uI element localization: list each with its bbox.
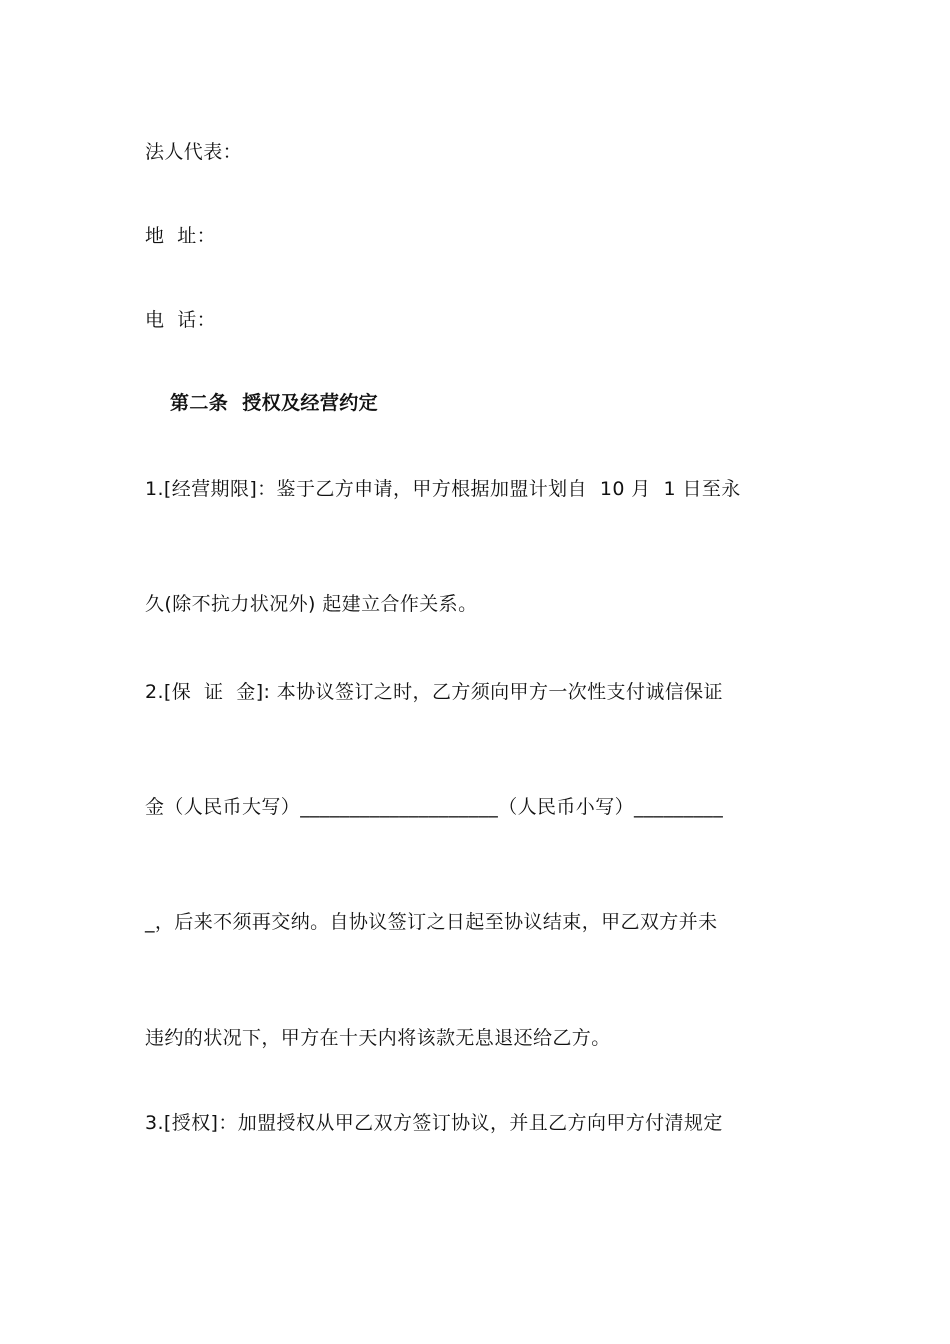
phone-label: 电 话： [145, 309, 217, 331]
paragraph-line: 2.[保 证 金]: 本协议签订之时，乙方须向甲方一次性支付诚信保证 [145, 681, 723, 703]
legal-representative-label: 法人代表： [145, 141, 243, 163]
paragraph-line: _，后来不须再交纳。自协议签订之日起至协议结束，甲乙双方并未 [145, 911, 718, 933]
paragraph-line: 1.[经营期限]：鉴于乙方申请，甲方根据加盟计划自 10 月 1 日至永 [145, 478, 741, 500]
paragraph-line: 金（人民币大写）____________________（人民币小写）_________ [145, 796, 724, 818]
paragraph-line: 违约的状况下，甲方在十天内将该款无息退还给乙方。 [145, 1027, 611, 1049]
paragraph-line: 久(除不抗力状况外) 起建立合作关系。 [145, 593, 478, 615]
article-heading: 第二条 授权及经营约定 [170, 392, 379, 414]
address-label: 地 址： [145, 225, 217, 247]
paragraph-line: 3.[授权]：加盟授权从甲乙双方签订协议，并且乙方向甲方付清规定 [145, 1112, 723, 1134]
